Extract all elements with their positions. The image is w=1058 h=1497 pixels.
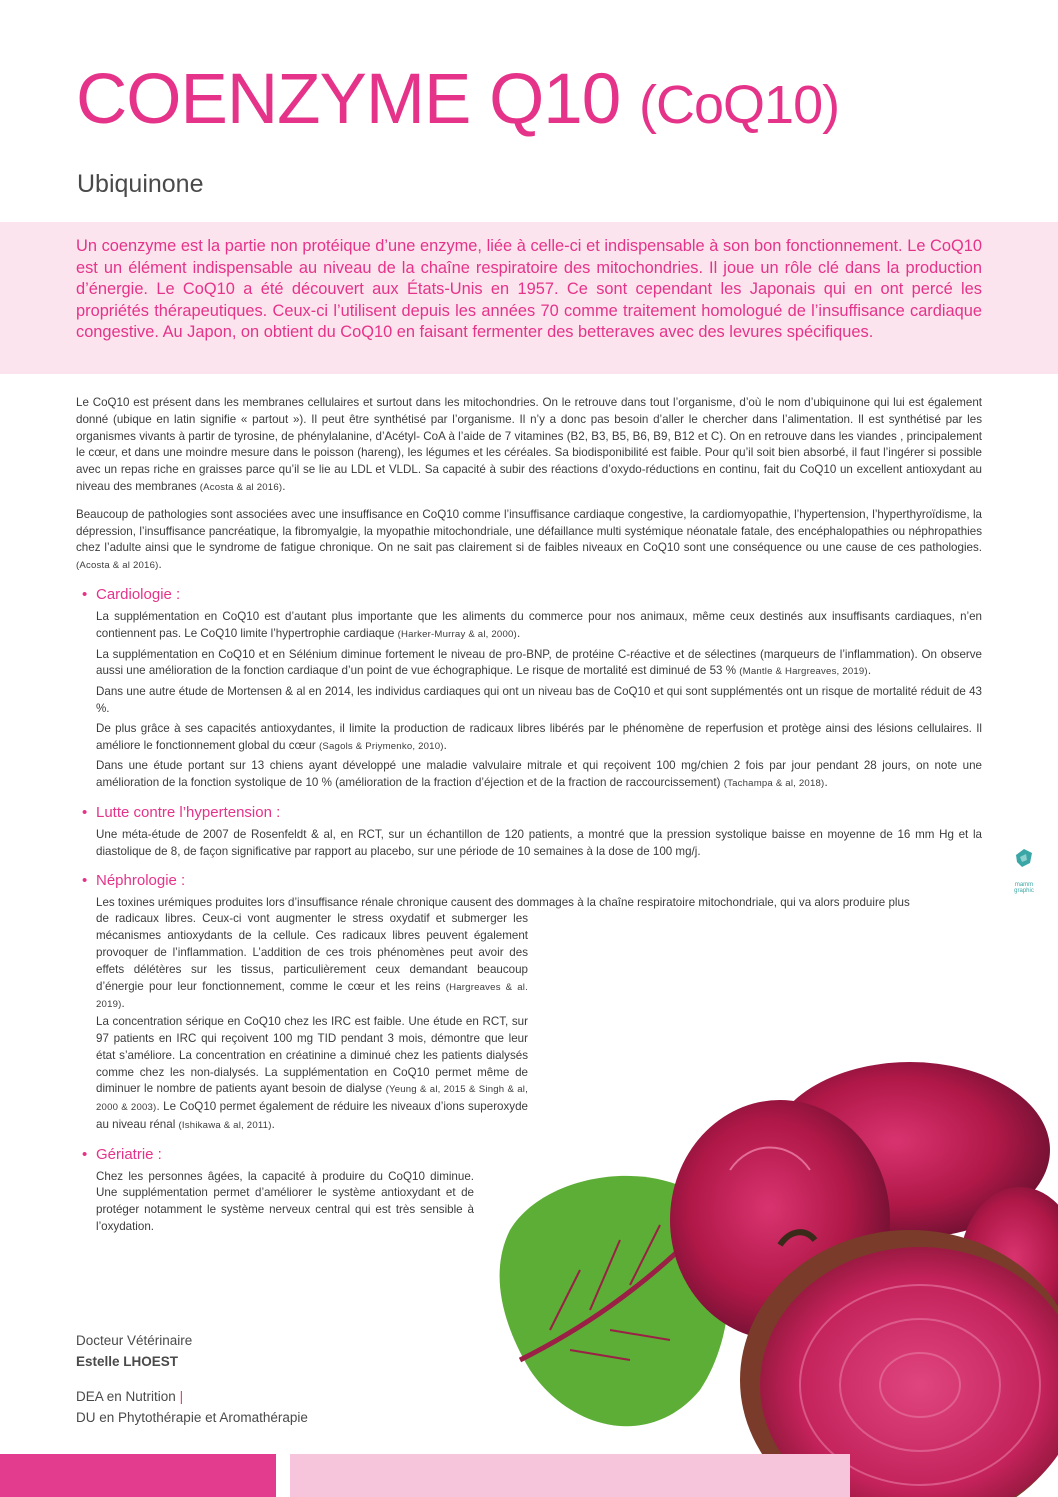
intro-paragraph: Un coenzyme est la partie non protéique d’une enzyme, liée à celle-ci et indispensable à son bon fonctionnement. Le CoQ10 est un élément indispensable au niveau de la chaîne respiratoire des mitochondries. Il joue un rôle clé dans la production d’énergie. Le CoQ10 a été découvert aux États-Unis en 1957. Ce sont cependant les Japonais qui en ont percé les propriétés thérapeutiques. Ceux-ci l’utilisent depuis les années 70 comme traitement homologué de l’insuffisance cardiaque congestive. Au Japon, on obtient du CoQ10 en faisant fermenter des betteraves avec des levures spécifiques. [76,237,982,341]
body-paragraph: Beaucoup de pathologies sont associées avec une insuffisance en CoQ10 comme l’insuffisance cardiaque congestive, la cardiomyopathie, l’hypertension, l’hyperthyroïdisme, la dépression, l’insuffisance pancréatique, la fibromyalgie, la myopathie mitochondriale, une défaillance multi systémique néonatale fatale, des encéphalopathies ou néphropathies chez l’adulte ainsi que le syndrome de fatigue chronique. On ne sait pas clairement si de faibles niveaux en CoQ10 sont une conséquence ou une cause de ces pathologies. (Acosta & al 2016). [76,507,982,572]
section-paragraph: de radicaux libres. Ceux-ci vont augmenter le stress oxydatif et submerger les mécanismes antioxydants de la cellule. Ces radicaux libres peuvent également provoquer de l’inflammation. L’addition de ces trois phénomènes peut avoir des effets délétères sur les tissus, particulièrement ceux demandant beaucoup d’énergie pour leur fonctionnement, comme le cœur et les reins (Hargreaves & al. 2019). [96,912,528,1011]
citation: (Hargreaves & al. 2019) [96,981,528,1011]
section-hypertension [76,803,982,861]
body-paragraph: Le CoQ10 est présent dans les membranes cellulaires et surtout dans les mitochondries. On le retrouve dans tout l’organisme, d’où le nom d’ubiquinone qui lui est également donné (ubique en latin signifie « partout »). Il peut être synthétisé par l’organisme. Il n’y a donc pas besoin d’aller le chercher dans l’alimentation. Il est synthétisé par les organismes vivants à partir de tyrosine, de phénylalanine, d’Acétyl- CoA à l’aide de 7 vitamines (B2, B3, B5, B6, B9, B12 et C). On en retrouve dans les viandes , principalement le cœur, et dans une moindre mesure dans le poisson (hareng), les légumes et les céréales. Sa biodisponibilité est faible. Pour qu’il soit bien absorbé, il faut l’ingérer si possible avec un repas riche en graisses parce qu’il se lie au LDL et VLDL. Sa capacité à subir des réactions d’oxydo-réductions en continu, fait du CoQ10 un excellent antioxydant au niveau des membranes (Acosta & al 2016). [76,396,982,493]
section-cardiologie [76,585,982,793]
page-subtitle: Ubiquinone [77,170,204,198]
footer-bar-dark [0,1454,276,1497]
logo-text: mamm graphic [1014,882,1034,894]
footer-bar-light [290,1454,850,1497]
section-heading: • Néphrologie : [82,871,186,889]
section-paragraph: Chez les personnes âgées, la capacité à produire du CoQ10 diminue. Une supplémentation permet d’améliorer le système antioxydant et de protéger notamment le système nerveux central qui est très sensible à l’oxydation. [96,1169,474,1234]
author-name: Estelle LHOEST [76,1354,179,1369]
publisher-logo [1013,847,1035,897]
citation: (Acosta & al 2016) [76,560,159,572]
citation: (Acosta & al 2016) [199,481,283,493]
author-role: Docteur Vétérinaire [76,1333,193,1348]
title-paren: (CoQ10) [639,75,840,135]
section-paragraph: Dans une étude portant sur 13 chiens ayant développé une maladie valvulaire mitrale et qui reçoivent 100 mg/chien 2 fois par jour pendant 28 jours, on note une amélioration de la fonction systolique de 10 % (amélioration de la fraction d’éjection et de la fraction de raccourcissement) (Tachampa & al, 2018). [96,759,982,790]
section-heading: • Gériatrie : [82,1145,162,1163]
beetroot-illustration [480,1030,1058,1497]
citation: (Ishikawa & al, 2011) [178,1119,272,1131]
section-heading: • Cardiologie : [82,585,181,603]
title-main: COENZYME Q10 [76,60,621,139]
section-paragraph: La supplémentation en CoQ10 est d’autant plus importante que les aliments du commerce pour nos animaux, même ceux destinés aux insuffisants cardiaques, n’en contiennent pas. Le CoQ10 limite l’hypertrophie cardiaque (Harker-Murray & al, 2000). [96,609,982,640]
section-paragraph: Dans une autre étude de Mortensen & al en 2014, les individus cardiaques qui ont un niveau bas de CoQ10 et qui sont supplémentés ont un risque de mortalité réduit de 43 %. [96,685,982,715]
section-paragraph: La supplémentation en CoQ10 et en Sélénium diminue fortement le niveau de pro-BNP, de protéine C-réactive et de sélectines (marqueurs de l’inflammation). On observe aussi une amélioration de la fonction cardiaque d’un point de vue échographique. Le risque de mortalité est diminué de 53 % (Mantle & Hargreaves, 2019). [96,647,982,678]
page-title [76,60,840,139]
section-paragraph: Les toxines urémiques produites lors d’insuffisance rénale chronique causent des dommages à la chaîne respiratoire mitochondriale, qui va alors produire plus [96,895,910,909]
citation: (Harker-Murray & al, 2000) [397,628,517,640]
section-paragraph: Une méta-étude de 2007 de Rosenfeldt & al, en RCT, sur un échantillon de 120 patients, a montré que la pression systolique baisse en moyenne de 16 mm Hg et la diastolique de 8, de façon significative par rapport au placebo, sur une période de 10 semaines à la dose de 100 mg/j. [96,827,982,858]
leaf-logo-icon [1013,847,1035,877]
citation: (Mantle & Hargreaves, 2019) [739,666,868,678]
citation: (Sagols & Priymenko, 2010) [319,740,444,752]
citation: (Yeung & al, 2015 & Singh & al, 2000 & 2003) [96,1084,528,1114]
pipe-separator: | [179,1389,184,1404]
author-degree: DU en Phytothérapie et Aromathérapie [76,1410,308,1425]
citation: (Tachampa & al, 2018) [723,778,825,790]
author-block [76,1330,308,1428]
section-paragraph: La concentration sérique en CoQ10 chez les IRC est faible. Une étude en RCT, sur 97 patients en IRC qui reçoivent 100 mg TID pendant 3 mois, démontre que leur état s’améliore. La concentration en créatinine a diminué chez les patients dialysés comme chez les non-dialysés. La supplémentation en CoQ10 permet même de diminuer le nombre de patients ayant besoin de dialyse (Yeung & al, 2015 & Singh & al, 2000 & 2003). Le CoQ10 permet également de réduire les niveaux d’ions superoxyde au niveau rénal (Ishikawa & al, 2011). [96,1015,528,1131]
section-paragraph: De plus grâce à ses capacités antioxydantes, il limite la production de radicaux libres libérés par le phénomène de reperfusion et protège ainsi des lésions cellulaires. Il améliore le fonctionnement global du cœur (Sagols & Priymenko, 2010). [96,721,982,752]
section-heading: • Lutte contre l’hypertension : [82,803,281,821]
author-degree: DEA en Nutrition | [76,1389,184,1404]
